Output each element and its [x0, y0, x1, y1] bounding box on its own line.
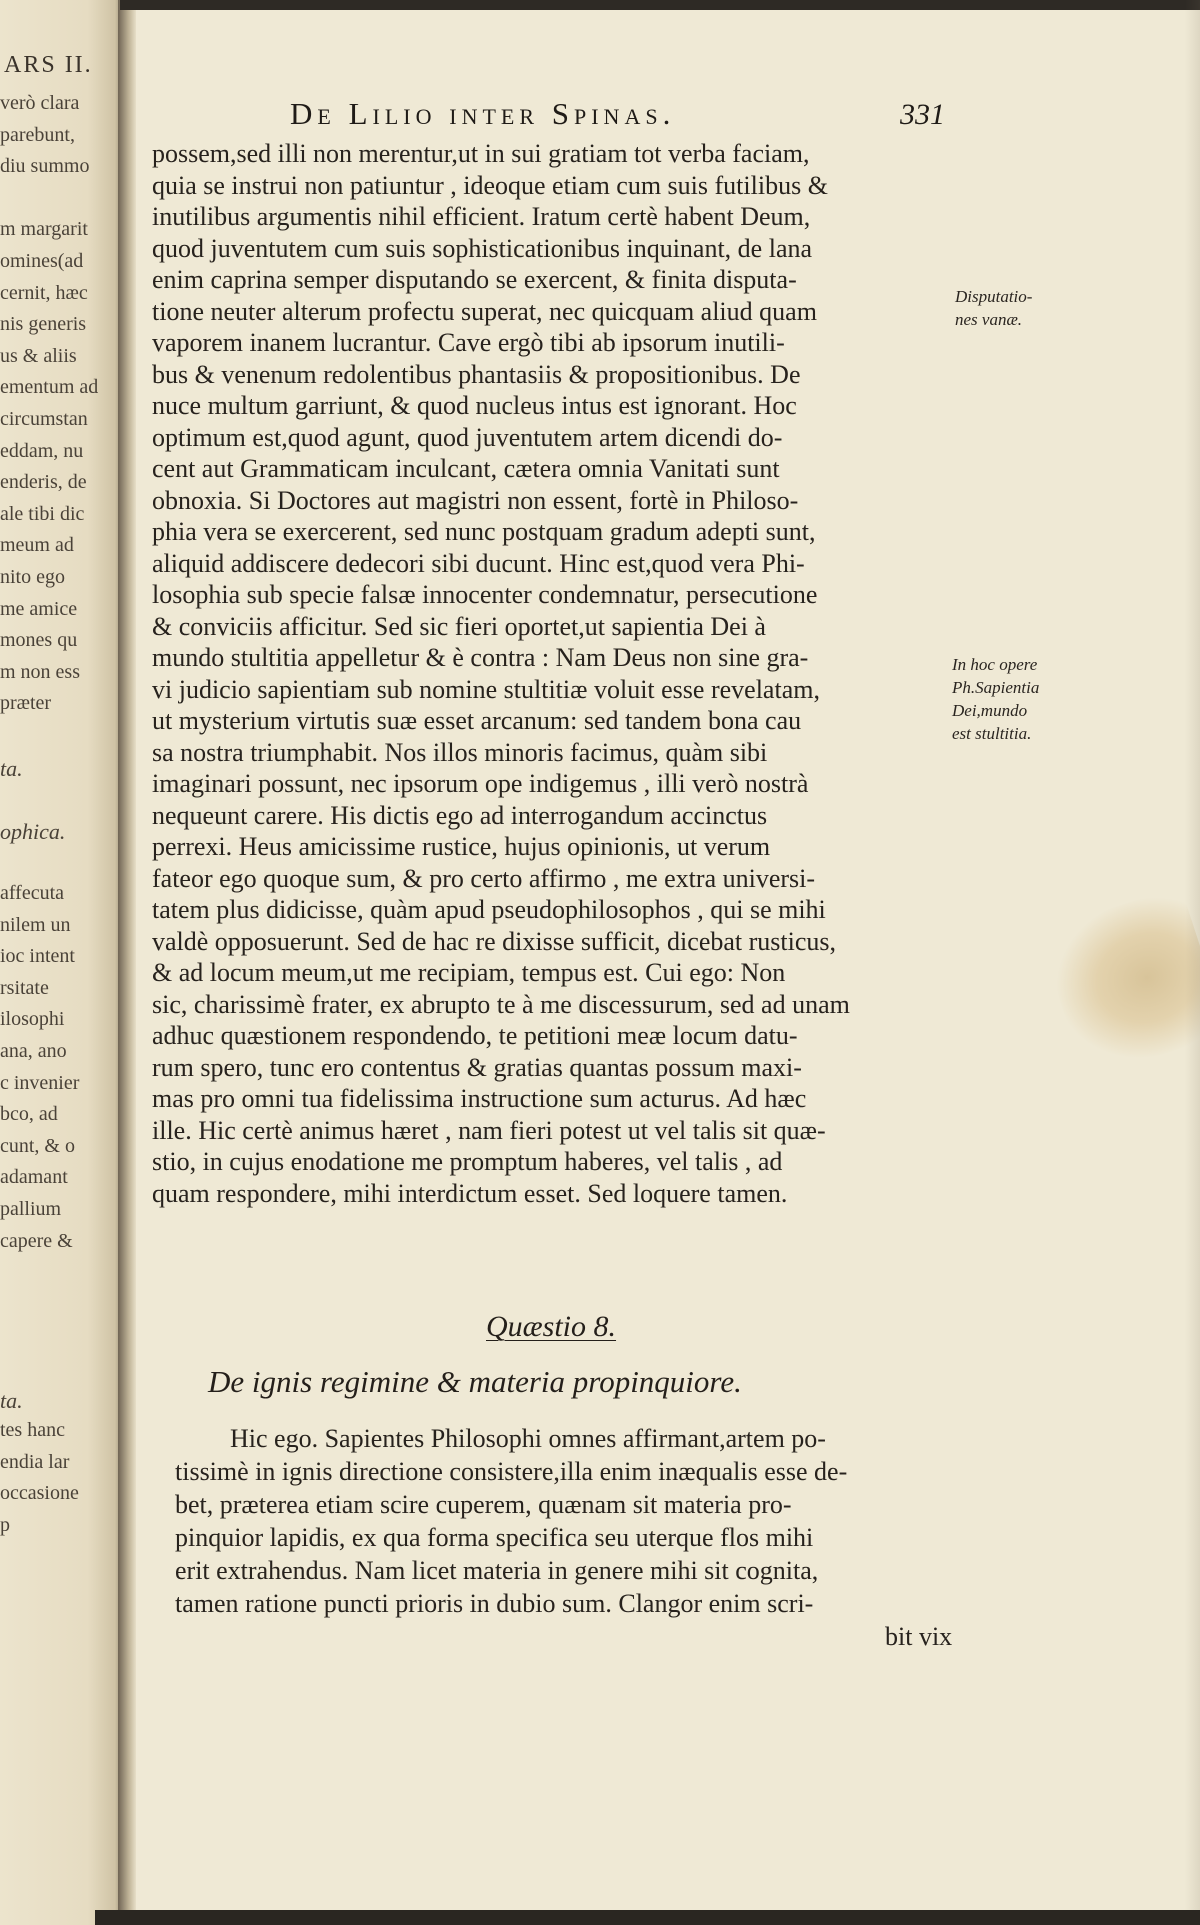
body-line: quod juventutem cum suis sophisticationibus inquinant, de lana [152, 233, 813, 263]
body-line: tatem plus didicisse, quàm apud pseudophilosophos , qui se mihi [152, 895, 826, 924]
facing-page-line: ilosophi [0, 1008, 65, 1031]
body-line: ut mysterium virtutis suæ esset arcanum: sed tandem bona cau [152, 706, 802, 735]
body-line: quam respondere, mihi interdictum esset. Sed loquere tamen. [152, 1178, 788, 1208]
facing-page-line: enderis, de [0, 471, 87, 494]
marginal-note-line: est stultitia. [952, 724, 1032, 743]
body-line: ille. Hic certè animus hæret , nam fieri potest ut vel talis sit quæ- [152, 1115, 826, 1145]
body-line: nequeunt carere. His dictis ego ad interrogandum accinctus [152, 800, 768, 830]
page-edge-shadow [1185, 0, 1200, 1925]
facing-page-line: bco, ad [0, 1103, 58, 1126]
facing-page-line: m non ess [0, 660, 80, 683]
facing-page-line: mones qu [0, 629, 78, 652]
facing-page-line: eddam, nu [0, 439, 84, 462]
facing-page-line: ementum ad [0, 376, 99, 399]
facing-page-line: ioc intent [0, 945, 75, 968]
facing-page-line: p [0, 1514, 10, 1536]
body-line: optimum est,quod agunt, quod juventutem artem dicendi do- [152, 422, 783, 452]
facing-page-line: m margarit [0, 218, 88, 241]
facing-page-line: præter [0, 692, 52, 715]
section-line: tissimè in ignis directione consistere,illa enim inæqualis esse de- [175, 1457, 848, 1486]
marginal-note-line: In hoc opere [952, 655, 1038, 674]
body-line: losophia sub specie falsæ innocenter condemnatur, persecutione [152, 580, 818, 609]
body-line: inutilibus argumentis nihil efficient. Iratum certè habent Deum, [152, 202, 811, 231]
section-text [175, 1422, 965, 1620]
facing-page-line: ophica. [0, 818, 66, 844]
facing-page-line: rsitate [0, 976, 49, 999]
body-line: sa nostra triumphabit. Nos illos minoris facimus, quàm sibi [152, 737, 768, 767]
facing-page-line: omines(ad [0, 250, 84, 272]
body-line: valdè opposuerunt. Sed de hac re dixisse sufficit, dicebat rusticus, [152, 926, 837, 956]
marginal-note-disputationes [955, 285, 1095, 331]
facing-page-line: endia lar [0, 1450, 70, 1473]
body-line: possem,sed illi non merentur,ut in sui gratiam tot verba faciam, [152, 139, 810, 168]
body-line: fateor ego quoque sum, & pro certo affirmo , me extra universi- [152, 863, 816, 893]
facing-page-line: cunt, & o [0, 1134, 75, 1157]
facing-page-line: ta. [0, 755, 23, 781]
body-line: aliquid addiscere dedecori sibi ducunt. Hinc est,quod vera Phi- [152, 548, 805, 578]
body-line: tione neuter alterum profectu superat, nec quicquam aliud quam [152, 296, 817, 326]
body-line: enim caprina semper disputando se exercent, & finita disputa- [152, 265, 797, 294]
body-text [152, 138, 952, 1209]
body-line: obnoxia. Si Doctores aut magistri non essent, fortè in Philoso- [152, 485, 799, 515]
body-line: nuce multum garriunt, & quod nucleus intus est ignorant. Hoc [152, 391, 797, 420]
facing-page-line: verò clara [0, 92, 80, 114]
section-line: erit extrahendus. Nam licet materia in genere mihi sit cognita, [175, 1556, 819, 1585]
facing-page-line: nito ego [0, 566, 65, 588]
facing-page-running-head: ARS II. [4, 52, 93, 78]
body-line: perrexi. Heus amicissime rustice, hujus opinionis, ut verum [152, 832, 771, 861]
bottom-page-edge [95, 1910, 1200, 1925]
section-line: Hic ego. Sapientes Philosophi omnes affirmant,artem po- [230, 1424, 826, 1453]
body-line: stio, in cujus enodatione me promptum haberes, vel talis , ad [152, 1147, 783, 1176]
facing-page-line: nilem un [0, 913, 71, 936]
body-line: mundo stultitia appelletur & è contra : Nam Deus non sine gra- [152, 643, 809, 672]
facing-page-line: cernit, hæc [0, 281, 88, 304]
body-line: quia se instrui non patiuntur , ideoque etiam cum suis futilibus & [152, 170, 828, 200]
facing-page-line: ale tibi dic [0, 502, 85, 525]
marginal-note-line: nes vanæ. [955, 310, 1023, 329]
body-line: vaporem inanem lucrantur. Cave ergò tibi ab ipsorum inutili- [152, 328, 785, 357]
marginal-note-sapientia [952, 653, 1092, 745]
question-title: Quæstio 8. [486, 1310, 617, 1343]
section-line: bet, præterea etiam scire cuperem, quænam sit materia pro- [175, 1490, 792, 1519]
facing-page-line: ana, ano [0, 1040, 67, 1062]
facing-page-line: nis generis [0, 313, 87, 336]
facing-page-line: capere & [0, 1229, 73, 1252]
facing-page-line: meum ad [0, 534, 74, 557]
body-line: & ad locum meum,ut me recipiam, tempus est. Cui ego: Non [152, 958, 786, 987]
facing-page-fragment [0, 0, 125, 1925]
body-line: cent aut Grammaticam inculcant, cætera omnia Vanitati sunt [152, 454, 780, 483]
facing-page-line: tes hanc [0, 1419, 65, 1442]
facing-page-line: us & aliis [0, 344, 77, 367]
question-subtitle: De ignis regimine & materia propinquiore. [208, 1364, 742, 1399]
body-line: mas pro omni tua fidelissima instructione sum acturus. Ad hæc [152, 1084, 807, 1113]
body-line: bus & venenum redolentibus phantasiis & propositionibus. De [152, 359, 801, 389]
section-line: pinquior lapidis, ex qua forma specifica seu uterque flos mihi [175, 1523, 814, 1552]
body-line: & conviciis afficitur. Sed sic fieri oportet,ut sapientia Dei à [152, 611, 766, 641]
facing-page-line: c invenier [0, 1071, 80, 1094]
facing-page-line: ta. [0, 1387, 23, 1413]
facing-page-line: affecuta [0, 882, 65, 904]
catchword: bit vix [885, 1622, 953, 1651]
marginal-note-line: Dei,mundo [952, 701, 1028, 720]
facing-page-line: adamant [0, 1166, 68, 1189]
marginal-note-line: Ph.Sapientia [952, 678, 1040, 697]
facing-page-line: circumstan [0, 408, 88, 430]
facing-page-line: me amice [0, 597, 78, 620]
marginal-note-line: Disputatio- [955, 287, 1033, 306]
facing-page-line: occasione [0, 1482, 79, 1505]
section-line: tamen ratione puncti prioris in dubio sum. Clangor enim scri- [175, 1589, 814, 1618]
body-line: phia vera se exercerent, sed nunc postquam gradum adepti sunt, [152, 517, 816, 546]
facing-page-line: pallium [0, 1198, 62, 1220]
facing-page-line: parebunt, [0, 123, 75, 146]
body-line: adhuc quæstionem respondendo, te petitioni meæ locum datu- [152, 1021, 798, 1050]
top-page-edge [120, 0, 1200, 10]
body-line: imaginari possunt, nec ipsorum ope indigemus , illi verò nostrà [152, 769, 809, 798]
running-head: De Lilio inter Spinas. [290, 96, 676, 131]
page-number: 331 [900, 98, 945, 131]
facing-page-line: diu summo [0, 155, 90, 178]
body-line: rum spero, tunc ero contentus & gratias quantas possum maxi- [152, 1052, 802, 1082]
book-gutter [118, 0, 136, 1925]
body-line: vi judicio sapientiam sub nomine stultitiæ voluit esse revelatam, [152, 674, 820, 704]
body-line: sic, charissimè frater, ex abrupto te à me discessurum, sed ad unam [152, 989, 850, 1019]
paper-stain [1038, 886, 1200, 1080]
